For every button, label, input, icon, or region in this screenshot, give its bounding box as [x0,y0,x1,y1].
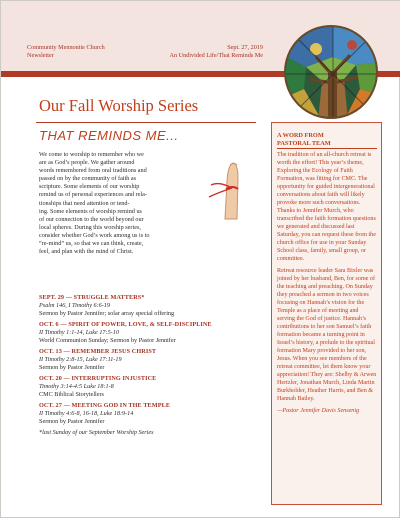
schedule-entry [39,375,264,398]
intro-line: of our connection to the world beyond our [39,215,144,223]
schedule-scripture: II Timothy 1:1-14, Luke 17:5-10 [39,328,119,336]
schedule-entry [39,321,264,344]
schedule-entry [39,348,264,371]
schedule-note: Sermon by Pastor Jennifer [39,363,105,371]
schedule-note: Sermon by Pastor Jennifer; solar array special offering [39,309,175,317]
intro-line: We come to worship to remember who we [39,151,144,158]
intro-line: are as God’s people. We gather around [39,159,135,167]
schedule-scripture: Timothy 3:14-4:5 Luke 18:1-8 [39,382,114,390]
schedule-scripture: II Timothy 4:6-8, 16-18, Luke 18:9-14 [39,409,134,417]
title-divider [36,122,256,123]
schedule-title: SEPT. 29 — STRUGGLE MATTERS* [39,294,145,301]
schedule-footnote: *last Sunday of our September Worship Series [39,428,154,436]
schedule-note: CMC Biblical Storytellers [39,390,104,398]
intro-line: feel, and plan with the mind of Christ. [39,248,134,256]
sidebar-signature: —Pastor Jennifer Davis Sensenig [277,408,360,414]
sidebar-body [277,151,377,419]
finger-string-image [197,151,267,221]
publication-name: Newsletter [27,51,54,59]
sidebar-heading-line: PASTORAL TEAM [277,139,331,147]
page-title: Our Fall Worship Series [39,96,199,115]
schedule-title: OCT. 27 — MEETING GOD IN THE TEMPLE [39,401,171,409]
intro-line: words remembered from oral traditions and [39,167,147,175]
worship-schedule [39,294,264,437]
schedule-scripture: Psalm 146, I Timothy 6:6-19 [39,301,110,309]
intro-line: “re-mind” us, so that we can think, create, [39,240,144,248]
intro-line: ing. Some elements of worship remind us [39,207,142,215]
schedule-title: OCT. 13 — REMEMBER JESUS CHRIST [39,347,157,355]
intro-line: remind us of personal experiences and rela- [39,191,147,199]
intro-line: consider whether God’s work among us is to [39,231,150,239]
intro-line: passed on by the community of faith as [39,175,137,183]
issue-date: Sept. 27, 2019 [227,44,263,51]
issue-tagline: An Undivided Life/That Reminds Me [169,51,263,59]
sidebar-divider [277,148,377,149]
schedule-title: OCT. 6 — SPIRIT OF POWER, LOVE, & SELF-DISCIPLINE [39,320,212,328]
schedule-entry [39,294,264,317]
schedule-scripture: II Timothy 2:8-15, Luke 17:11-19 [39,355,122,363]
church-name: Community Mennonite Church [27,44,105,51]
schedule-note: Sermon by Pastor Jennifer [39,417,105,425]
schedule-entry [39,402,264,425]
series-subtitle: THAT REMINDS ME... [39,128,179,143]
sidebar-paragraph: The tradition of an all-church retreat is worth the effort! This year’s theme, Exploring the Ecology of Faith Formation, was fitting for CMC. The opportunity for guided intergenerational conversations about faith will likely provoke more such conversations. Thanks to Jennifer Murch, who transcribed the faith formation questions we generated and discussed last Saturday, you can request these from the church office for use in your Sunday School class, family, small group, or committee. [277,152,376,262]
intro-line: scripture. Some elements of our worship [39,183,140,191]
schedule-note: World Communion Sunday; Sermon by Pastor Jennifer [39,336,176,344]
sidebar-heading-line: A WORD FROM [277,132,324,139]
intro-line: tionships that need attention or tend- [39,199,130,207]
masthead-right [151,44,263,59]
masthead-left [27,44,105,59]
sidebar-heading [277,132,377,147]
sidebar-paragraph: Retreat resource leader Sara Bixler was joined by her husband, Ben, for some of the teaching and preaching. On Sunday they preached a sermon in two voices focusing on Hannah’s vision for the Temple as a place of meeting and serving the God of justice. Hannah’s contributions to her son Samuel’s faith formation became a turning point in Israel’s history, a prelude to the spiritual formation Mary provided to her son, Jesus. When you see members of the retreat committee, let them know your appreciation! They are: Shelby & Arwen Hertzler, Jonathan Murch, Linda Martin Burkholder, Heather Harris, and Ben & Hannah Bailey. [277,268,377,402]
schedule-title: OCT. 20 — INTERRUPTING INJUSTICE [39,374,157,382]
stained-glass-window-image [284,25,378,119]
intro-line: local spheres. During this worship series, [39,223,141,231]
